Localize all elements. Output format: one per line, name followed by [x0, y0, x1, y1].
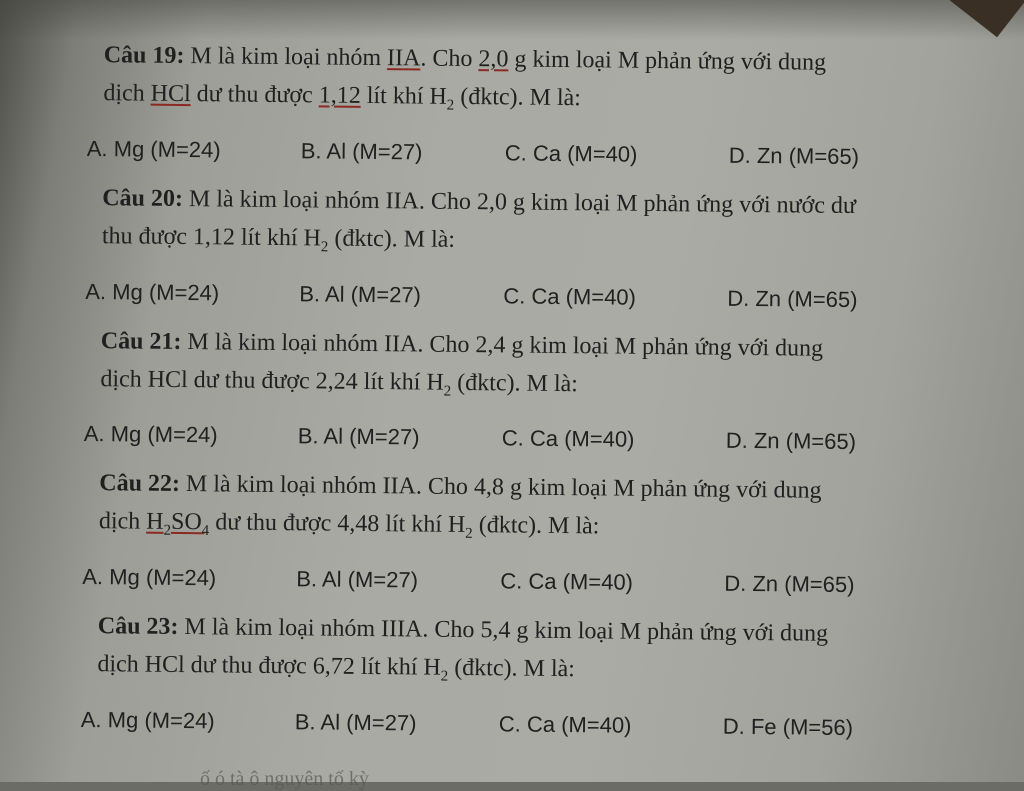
question-19-line1-c: g kim loại M phản ứng với dung [508, 46, 827, 76]
question-19-line1-a: M là kim loại nhóm [190, 43, 388, 72]
question-19-line2-b: dư thu được [190, 81, 319, 109]
option-d[interactable]: D. Zn (M=65) [725, 428, 857, 455]
question-21-options [84, 418, 984, 459]
option-c[interactable]: C. Ca (M=40) [500, 568, 634, 595]
underlined-mass: 2,0 [478, 46, 509, 73]
option-c[interactable]: C. Ca (M=40) [503, 282, 637, 310]
question-23-label: Câu 23: [97, 613, 179, 641]
question-20-line1: M là kim loại nhóm IIA. Cho 2,0 g kim loại M phản ứng với nước dư [188, 185, 857, 219]
question-22-label: Câu 22: [99, 470, 181, 498]
option-a[interactable]: A. Mg (M=24) [80, 706, 215, 734]
option-c[interactable]: C. Ca (M=40) [501, 425, 635, 453]
question-22 [82, 464, 983, 602]
subscript: 2 [440, 668, 449, 685]
option-b[interactable]: B. Al (M=27) [299, 280, 422, 308]
question-22-line1: M là kim loại nhóm IIA. Cho 4,8 g kim loại M phản ứng với dung [185, 471, 822, 505]
question-22-options [82, 561, 982, 602]
option-d[interactable]: D. Fe (M=56) [722, 713, 854, 741]
option-d[interactable]: D. Zn (M=65) [727, 285, 858, 312]
page-shadow [0, 0, 1024, 40]
cut-off-footer-text: ố ó tà ô nguyên tố kỳ [200, 768, 369, 790]
question-20 [85, 179, 986, 317]
subscript: 2 [465, 526, 473, 543]
question-23-text [81, 607, 982, 701]
formula-h: H [146, 509, 164, 536]
option-a[interactable]: A. Mg (M=24) [86, 135, 221, 163]
question-23-tail: (đktc). M là: [448, 654, 576, 683]
question-21-line1: M là kim loại nhóm IIA. Cho 2,4 g kim loại M phản ứng với dung [187, 328, 824, 362]
question-21 [84, 322, 985, 460]
question-23-line2: dịch HCl dư thu được 6,72 lít khí H [97, 651, 441, 681]
option-c[interactable]: C. Ca (M=40) [504, 140, 638, 167]
question-20-tail: (đktc). M là: [328, 225, 456, 253]
question-23-options [81, 704, 981, 745]
question-19-line2-c: lít khí H [360, 82, 447, 110]
question-21-tail: (đktc). M là: [451, 369, 579, 397]
subscript: 2 [320, 239, 329, 256]
underlined-hcl: HCl [150, 80, 191, 108]
question-19-line2-a: dịch [103, 80, 151, 107]
option-b[interactable]: B. Al (M=27) [294, 709, 417, 736]
formula-so: SO [170, 509, 202, 536]
option-b[interactable]: B. Al (M=27) [296, 566, 419, 593]
option-a[interactable]: A. Mg (M=24) [83, 421, 218, 448]
question-22-line2-a: dịch [98, 508, 147, 536]
subscript: 2 [443, 383, 452, 400]
option-d[interactable]: D. Zn (M=65) [728, 142, 860, 169]
option-b[interactable]: B. Al (M=27) [297, 423, 420, 450]
question-19-label: Câu 19: [103, 42, 185, 70]
underlined-h2so4 [146, 509, 210, 540]
underlined-volume: 1,12 [318, 82, 361, 109]
option-a[interactable]: A. Mg (M=24) [85, 278, 220, 305]
dark-corner [950, 0, 1024, 37]
question-22-text [83, 464, 984, 558]
underlined-iia: IIA [386, 45, 421, 72]
question-20-text [86, 179, 987, 273]
option-a[interactable]: A. Mg (M=24) [82, 564, 217, 591]
question-20-line2: thu được 1,12 lít khí H [101, 222, 322, 252]
option-b[interactable]: B. Al (M=27) [300, 138, 423, 165]
question-19 [87, 36, 988, 174]
question-19-line1-b: . Cho [420, 45, 479, 73]
question-19-options [87, 133, 987, 174]
subscript: 2 [163, 523, 172, 540]
question-list [81, 36, 988, 759]
question-19-text [87, 36, 988, 130]
question-20-label: Câu 20: [102, 184, 184, 212]
question-20-options [85, 276, 985, 317]
question-22-line2-b: dư thu được 4,48 lít khí H [209, 509, 466, 539]
question-22-tail: (đktc). M là: [472, 512, 600, 540]
question-23 [81, 607, 982, 745]
question-23-line1: M là kim loại nhóm IIIA. Cho 5,4 g kim loại M phản ứng với dung [184, 614, 829, 647]
question-21-line2: dịch HCl dư thu được 2,24 lít khí H [100, 365, 444, 396]
subscript: 2 [446, 97, 455, 114]
option-c[interactable]: C. Ca (M=40) [498, 711, 632, 738]
subscript: 4 [201, 523, 210, 540]
option-d[interactable]: D. Zn (M=65) [724, 570, 855, 598]
question-21-label: Câu 21: [100, 327, 182, 355]
question-21-text [84, 322, 985, 416]
question-19-tail: (đktc). M là: [454, 83, 582, 112]
